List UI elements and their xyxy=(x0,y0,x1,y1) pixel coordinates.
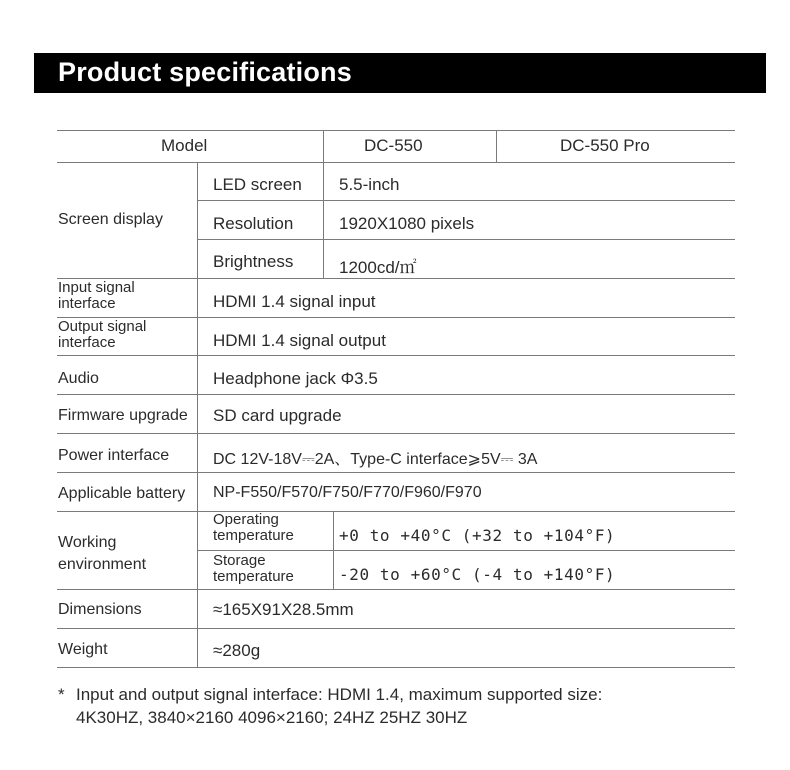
table-line xyxy=(323,130,324,163)
row-label-input-signal: Input signal interface xyxy=(58,279,135,312)
value-dimensions: ≈165X91X28.5mm xyxy=(213,600,354,619)
table-line xyxy=(57,355,735,356)
row-label-audio: Audio xyxy=(58,370,99,387)
header-dc-550-pro: DC-550 Pro xyxy=(560,136,650,155)
value-battery: NP-F550/F570/F750/F770/F960/F970 xyxy=(213,484,482,501)
table-line xyxy=(57,162,735,163)
sub-label-operating-temperature: Operating temperature xyxy=(213,511,294,544)
value-storage-temperature: -20 to +60°C (-4 to +140°F) xyxy=(339,565,616,584)
sub-label-resolution: Resolution xyxy=(213,214,294,233)
row-label-battery: Applicable battery xyxy=(58,485,186,502)
row-label-power: Power interface xyxy=(58,447,170,464)
row-label-firmware: Firmware upgrade xyxy=(58,407,188,424)
footnote-star: * xyxy=(58,685,65,704)
value-weight: ≈280g xyxy=(213,641,261,660)
value-firmware: SD card upgrade xyxy=(213,406,342,425)
table-line xyxy=(323,162,324,278)
row-label-screen-display: Screen display xyxy=(58,211,163,228)
table-line xyxy=(57,317,735,318)
table-line xyxy=(57,472,735,473)
value-operating-temperature: +0 to +40°C (+32 to +104°F) xyxy=(339,526,616,545)
sub-label-storage-temperature: Storage temperature xyxy=(213,552,294,585)
row-label-weight: Weight xyxy=(58,641,108,658)
table-line xyxy=(197,162,198,667)
value-input-signal: HDMI 1.4 signal input xyxy=(213,292,376,311)
sub-label-led-screen: LED screen xyxy=(213,175,302,194)
row-label-working-environment: Working environment xyxy=(58,534,147,573)
value-output-signal: HDMI 1.4 signal output xyxy=(213,331,386,350)
table-line xyxy=(57,433,735,434)
footnote-line-1: Input and output signal interface: HDMI 1.4, maximum supported size: xyxy=(76,685,603,704)
footnote-line-2: 4K30HZ, 3840×2160 4096×2160; 24HZ 25HZ 30HZ xyxy=(76,708,468,727)
table-line xyxy=(57,511,735,512)
table-line xyxy=(57,394,735,395)
table-line xyxy=(197,550,735,551)
page-title: Product specifications xyxy=(58,57,352,87)
table-line xyxy=(57,589,735,590)
header-model: Model xyxy=(161,136,208,155)
table-line xyxy=(57,628,735,629)
row-label-output-signal: Output signal interface xyxy=(58,318,147,351)
value-brightness: 1200cd/㎡ xyxy=(339,258,417,277)
value-led-screen: 5.5-inch xyxy=(339,175,400,194)
table-line xyxy=(57,667,735,668)
value-resolution: 1920X1080 pixels xyxy=(339,214,475,233)
title-banner xyxy=(34,53,766,93)
row-label-dimensions: Dimensions xyxy=(58,601,142,618)
table-line xyxy=(197,200,735,201)
table-line xyxy=(333,511,334,589)
value-power: DC 12V-18V⎓2A、Type-C interface⩾5V⎓ 3A xyxy=(213,451,538,468)
sub-label-brightness: Brightness xyxy=(213,252,294,271)
table-line xyxy=(57,278,735,279)
table-line xyxy=(197,239,735,240)
table-line xyxy=(496,130,497,163)
value-audio: Headphone jack Φ3.5 xyxy=(213,369,378,388)
header-dc-550: DC-550 xyxy=(364,136,423,155)
table-line xyxy=(57,130,735,131)
